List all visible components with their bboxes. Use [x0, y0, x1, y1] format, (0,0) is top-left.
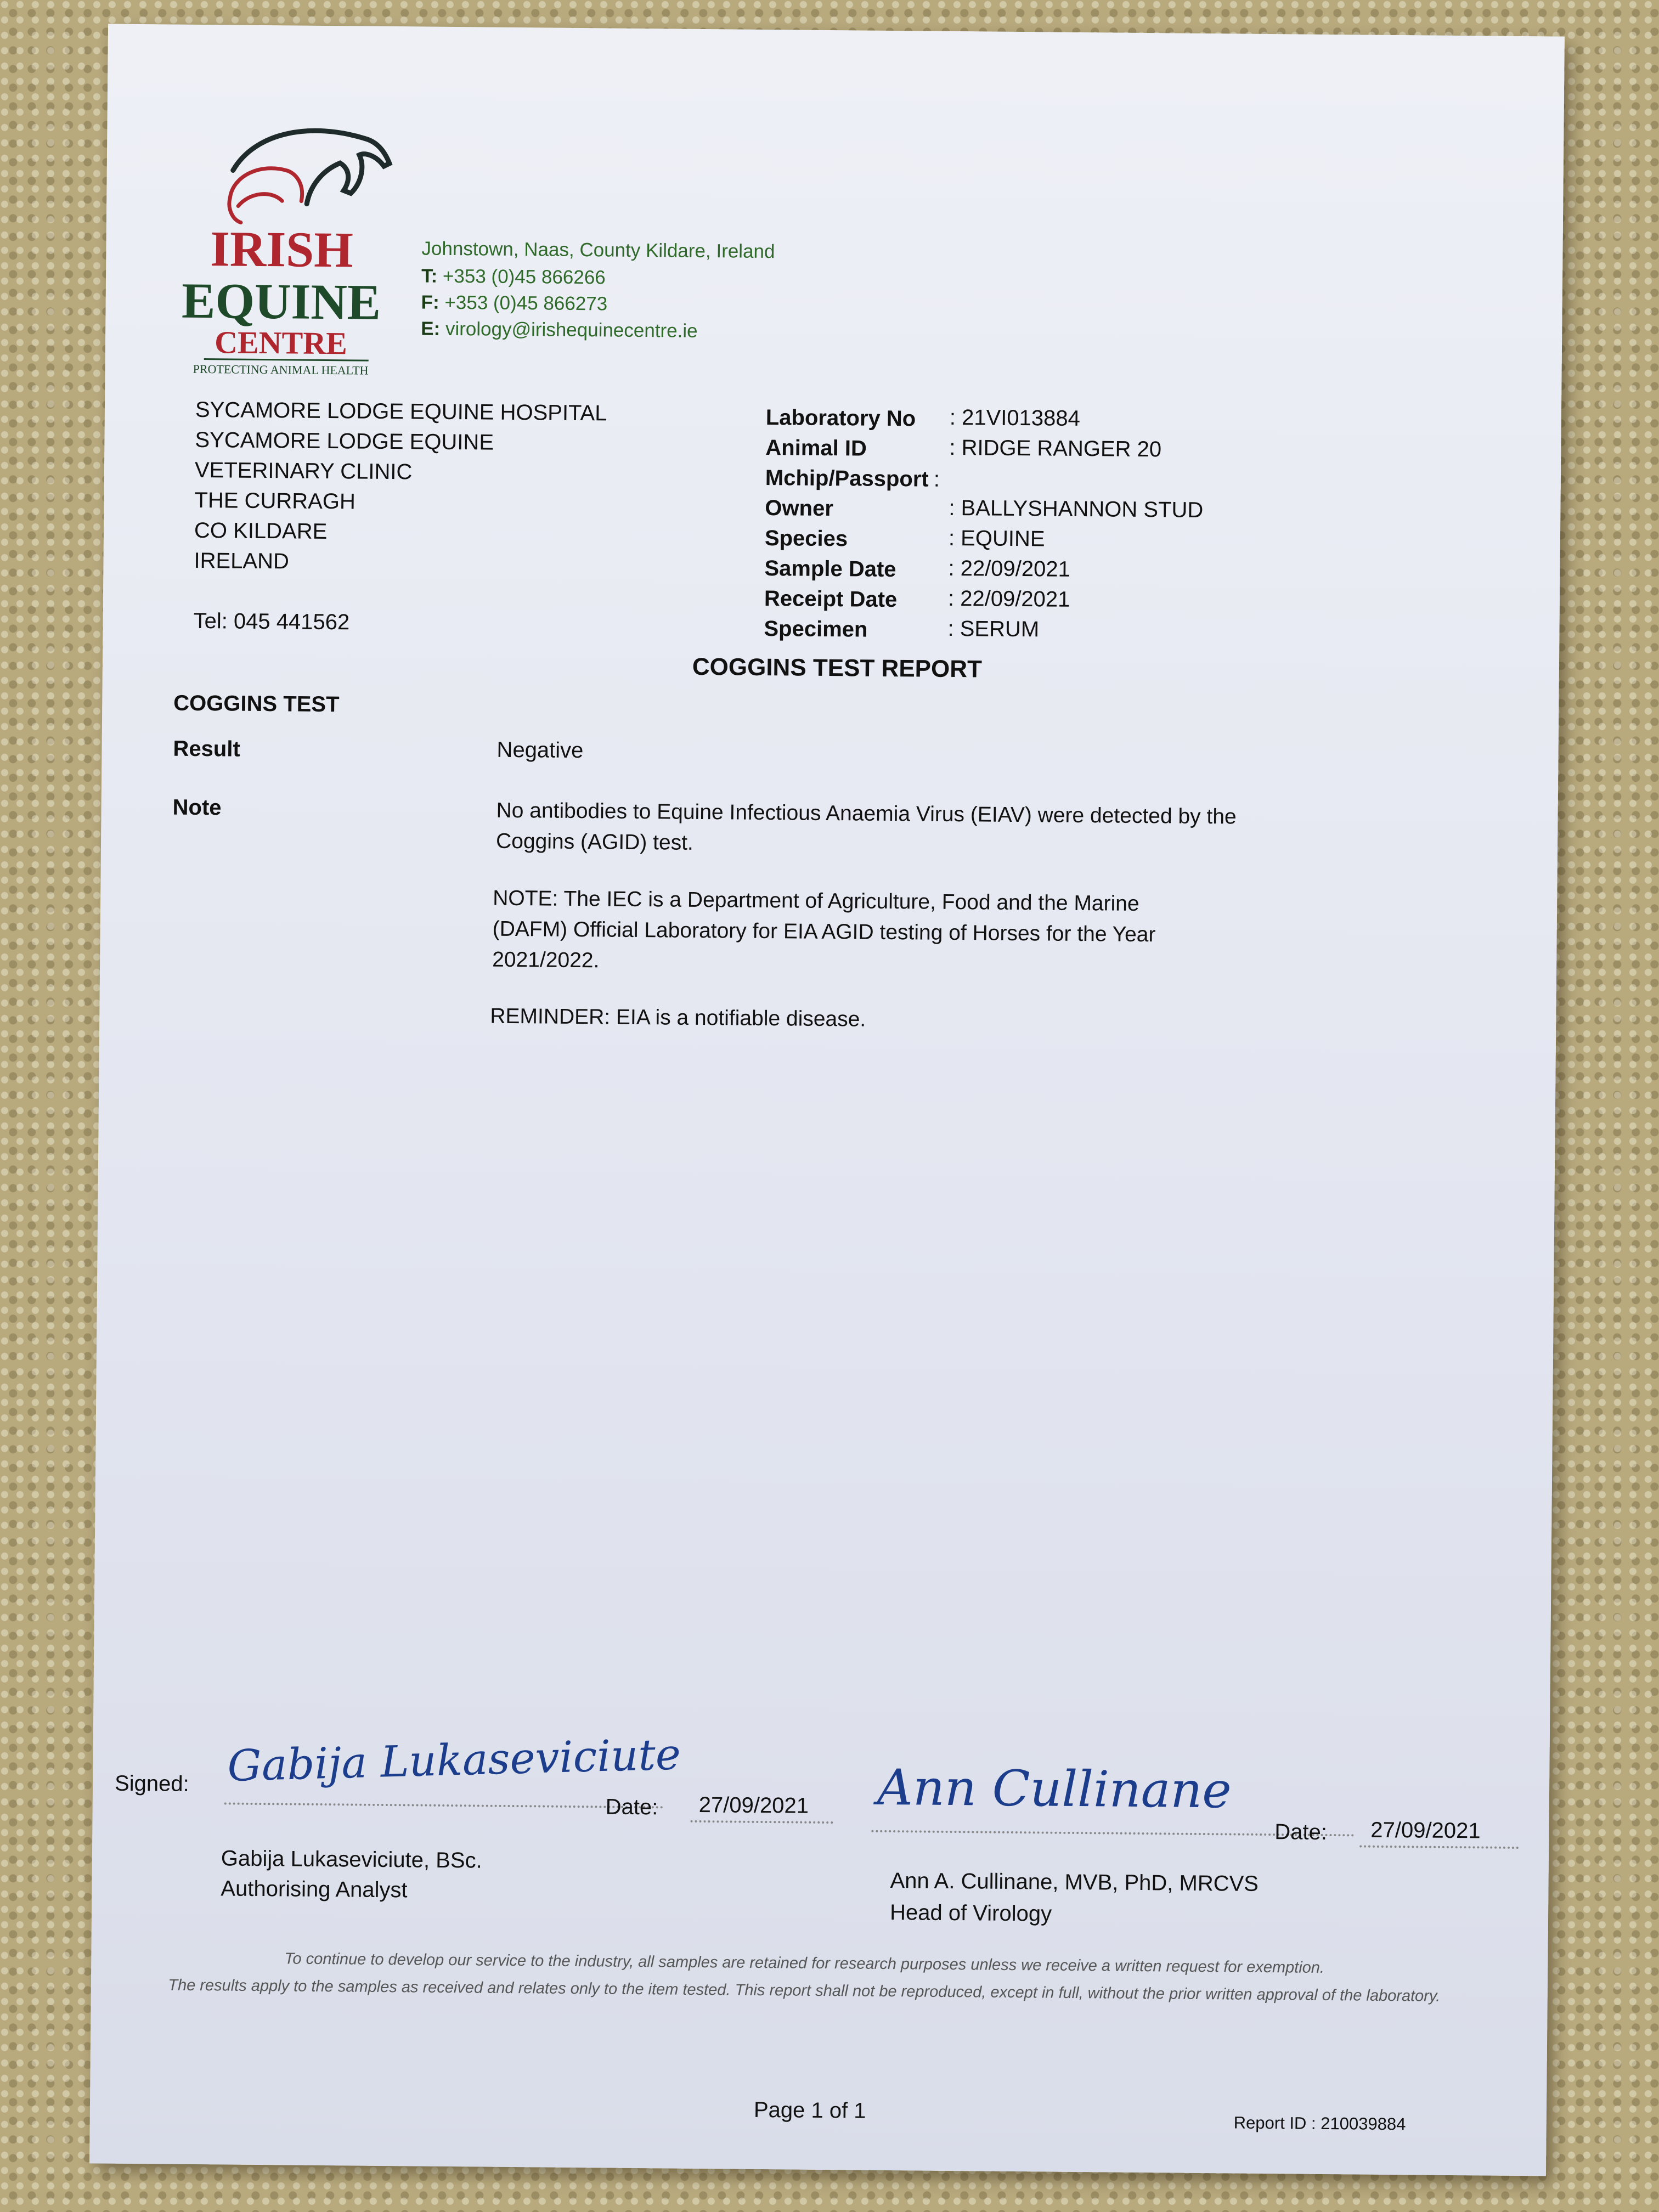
detail-value: : RIDGE RANGER 20	[949, 435, 1162, 462]
detail-value: :	[933, 467, 940, 492]
recipient-line: THE CURRAGH	[194, 488, 356, 514]
date-label-left: Date:	[605, 1795, 658, 1820]
recipient-line: SYCAMORE LODGE EQUINE HOSPITAL	[195, 397, 607, 426]
recipient-line: VETERINARY CLINIC	[194, 458, 413, 484]
contact-fax	[421, 291, 607, 315]
phone-label: T:	[421, 265, 438, 287]
report-page	[89, 24, 1565, 2176]
contact-phone	[421, 265, 606, 289]
logo-tagline: PROTECTING ANIMAL HEALTH	[193, 362, 369, 377]
report-id: Report ID : 210039884	[1233, 2113, 1406, 2134]
detail-value: : SERUM	[947, 616, 1040, 642]
note-paragraph: NOTE: The IEC is a Department of Agriculture, Food and the Marine (DAFM) Official Laboratory for EIA AGID testing of Horses for the Year 2021/2022.	[492, 886, 1156, 973]
recipient-line: SYCAMORE LODGE EQUINE	[195, 427, 494, 455]
footer-disclaimer-1: To continue to develop our service to the industry, all samples are retained for research purposes unless we receive a written request for exemption.	[284, 1950, 1325, 1977]
email-value: virology@irishequinecentre.ie	[445, 318, 698, 342]
fax-label: F:	[421, 291, 439, 313]
signer-role-left: Authorising Analyst	[221, 1876, 408, 1903]
date-line-left	[690, 1820, 833, 1824]
signed-label: Signed:	[114, 1771, 189, 1796]
signature-right: Ann Cullinane	[877, 1758, 1232, 1820]
recipient-tel: Tel: 045 441562	[193, 608, 350, 635]
report-title: COGGINS TEST REPORT	[692, 653, 983, 683]
note-paragraph: No antibodies to Equine Infectious Anaemia Virus (EIAV) were detected by the Coggins (AGID) test.	[495, 798, 1237, 855]
logo-word-equine: EQUINE	[181, 272, 381, 330]
recipient-line: CO KILDARE	[194, 518, 328, 544]
date-label-right: Date:	[1274, 1820, 1328, 1845]
note-label: Note	[172, 795, 222, 820]
signer-name-right: Ann A. Cullinane, MVB, PhD, MRCVS	[890, 1869, 1259, 1896]
email-label: E:	[421, 318, 441, 340]
date-value-right: 27/09/2021	[1370, 1818, 1481, 1843]
signer-name-left: Gabija Lukaseviciute, BSc.	[221, 1846, 482, 1873]
footer-disclaimer-2: The results apply to the samples as received and relates only to the item tested. This report shall not be reproduced, except in full, without the prior written approval of the laboratory.	[168, 1976, 1441, 2005]
logo-word-centre: CENTRE	[214, 324, 348, 362]
page-number: Page 1 of 1	[753, 2097, 866, 2123]
detail-label: Receipt Date	[764, 586, 898, 612]
detail-label: Laboratory No	[765, 405, 916, 431]
recipient-line: IRELAND	[194, 548, 290, 574]
detail-label: Sample Date	[764, 556, 896, 582]
phone-value: +353 (0)45 866266	[442, 265, 606, 289]
result-value: Negative	[496, 737, 584, 763]
signature-line-left	[224, 1802, 663, 1808]
result-label: Result	[173, 736, 240, 761]
detail-label: Species	[764, 526, 848, 551]
detail-label: Animal ID	[765, 435, 867, 461]
detail-value: : BALLYSHANNON STUD	[949, 495, 1204, 522]
detail-label: Mchip/Passport	[765, 465, 929, 492]
detail-value: : EQUINE	[948, 526, 1045, 551]
test-heading: COGGINS TEST	[173, 691, 340, 717]
contact-address: Johnstown, Naas, County Kildare, Ireland	[421, 238, 775, 263]
detail-label: Owner	[765, 495, 834, 521]
fax-value: +353 (0)45 866273	[444, 291, 608, 315]
detail-value: : 22/09/2021	[947, 586, 1070, 612]
contact-email	[421, 318, 698, 342]
detail-label: Specimen	[764, 616, 868, 642]
detail-value: : 22/09/2021	[948, 556, 1071, 582]
date-value-left: 27/09/2021	[698, 1793, 809, 1818]
signer-role-right: Head of Virology	[889, 1900, 1052, 1926]
date-line-right	[1359, 1846, 1519, 1849]
signature-left: Gabija Lukaseviciute	[227, 1730, 682, 1791]
detail-value: : 21VI013884	[949, 405, 1081, 431]
logo-word-irish: IRISH	[210, 221, 354, 278]
note-paragraph: REMINDER: EIA is a notifiable disease.	[490, 1004, 866, 1031]
